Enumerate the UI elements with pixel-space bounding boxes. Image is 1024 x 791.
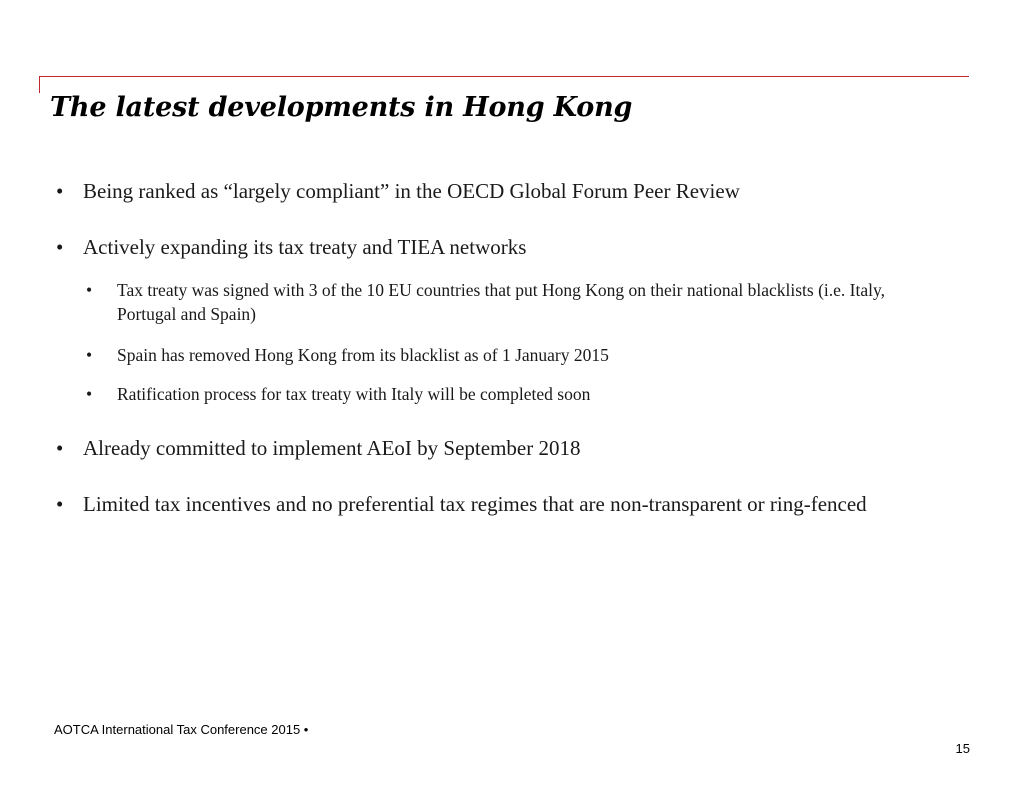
bullet-icon: •	[56, 235, 64, 259]
bullet-icon: •	[56, 179, 64, 203]
bullet-item	[56, 233, 936, 261]
title-rule-vertical	[39, 76, 40, 93]
slide-title: The latest developments in Hong Kong	[50, 92, 633, 123]
bullet-item	[56, 177, 936, 205]
sub-bullet-icon: •	[86, 280, 93, 300]
sub-bullet-icon: •	[86, 384, 93, 404]
bullet-item	[56, 490, 936, 518]
sub-bullet-item	[86, 343, 886, 367]
sub-bullet-icon: •	[86, 345, 93, 365]
title-rule-horizontal	[39, 76, 969, 77]
bullet-text: Limited tax incentives and no preferential tax regimes that are non-transparent or ring-fenced	[83, 492, 867, 516]
sub-bullet-text: Ratification process for tax treaty with Italy will be completed soon	[117, 384, 591, 404]
bullet-icon: •	[56, 436, 64, 460]
bullet-text: Actively expanding its tax treaty and TIEA networks	[83, 235, 527, 259]
footer-text: AOTCA International Tax Conference 2015 •	[54, 722, 309, 737]
bullet-item	[56, 434, 936, 462]
bullet-text: Being ranked as “largely compliant” in the OECD Global Forum Peer Review	[83, 179, 740, 203]
sub-bullet-item	[86, 278, 886, 326]
sub-bullet-text: Spain has removed Hong Kong from its blacklist as of 1 January 2015	[117, 345, 609, 365]
sub-bullet-item	[86, 382, 886, 406]
bullet-icon: •	[56, 492, 64, 516]
page-number: 15	[955, 741, 970, 756]
bullet-text: Already committed to implement AEoI by September 2018	[83, 436, 581, 460]
sub-bullet-text: Tax treaty was signed with 3 of the 10 EU countries that put Hong Kong on their national blacklists (i.e. Italy, Portugal and Spain)	[117, 280, 885, 324]
